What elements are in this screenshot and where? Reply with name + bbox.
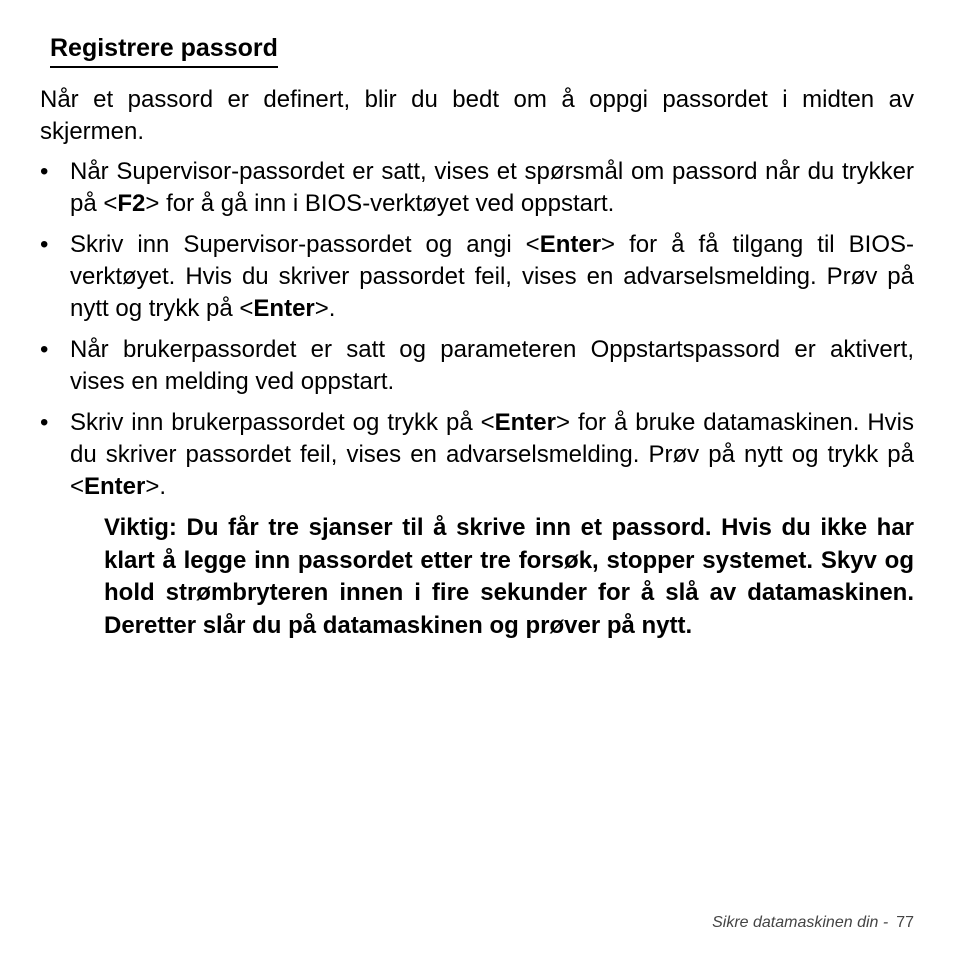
- list-item-text: >.: [314, 295, 336, 322]
- list-item-text: Skriv inn brukerpassordet og trykk på <: [70, 409, 495, 436]
- list-item-text: Skriv inn Supervisor-passordet og angi <: [70, 231, 540, 258]
- key-label: Enter: [253, 295, 315, 322]
- important-note: Viktig: Du får tre sjanser til å skrive inn et passord. Hvis du ikke har klart å legge inn passordet etter tre forsøk, stopper systemet. Skyv og hold strømbryteren innen i fire sekunder for å slå av datamaskinen. Deretter slår du på datamaskinen og prøver på nytt.: [104, 514, 914, 639]
- key-label: F2: [117, 190, 146, 217]
- section-heading: Registrere passord: [50, 30, 278, 68]
- list-item: [40, 407, 914, 503]
- bullet-icon: •: [40, 158, 49, 185]
- key-label: Enter: [494, 409, 556, 436]
- bullet-icon: •: [40, 409, 49, 436]
- page-number: 77: [896, 914, 914, 931]
- list-item: [40, 334, 914, 398]
- list-item-text: >.: [145, 473, 167, 500]
- list-item-text: > for å få tilgang til BIOS-verktøyet. Hvis du skriver passordet feil, vises en advarselsmelding. Prøv på nytt og trykk på <: [70, 231, 914, 322]
- bullet-icon: •: [40, 231, 49, 258]
- list-item-text: Når brukerpassordet er satt og parameteren Oppstartspassord er aktivert, vises en melding ved oppstart.: [70, 336, 914, 395]
- instruction-list: [40, 156, 914, 512]
- intro-paragraph: Når et passord er definert, blir du bedt om å oppgi passordet i midten av skjermen.: [40, 86, 914, 145]
- bullet-icon: •: [40, 336, 49, 363]
- list-item: [40, 229, 914, 325]
- key-label: Enter: [84, 473, 146, 500]
- key-label: Enter: [539, 231, 602, 258]
- page-footer: [712, 914, 914, 932]
- list-item: [40, 156, 914, 220]
- list-item-text: > for å bruke datamaskinen. Hvis du skriver passordet feil, vises en advarselsmelding. Prøv på nytt og trykk på <: [70, 409, 914, 500]
- list-item-text: > for å gå inn i BIOS-verktøyet ved oppstart.: [145, 190, 615, 217]
- list-item-text: Når Supervisor-passordet er satt, vises et spørsmål om passord når du trykker på <: [70, 158, 914, 217]
- footer-section-title: Sikre datamaskinen din -: [712, 914, 889, 931]
